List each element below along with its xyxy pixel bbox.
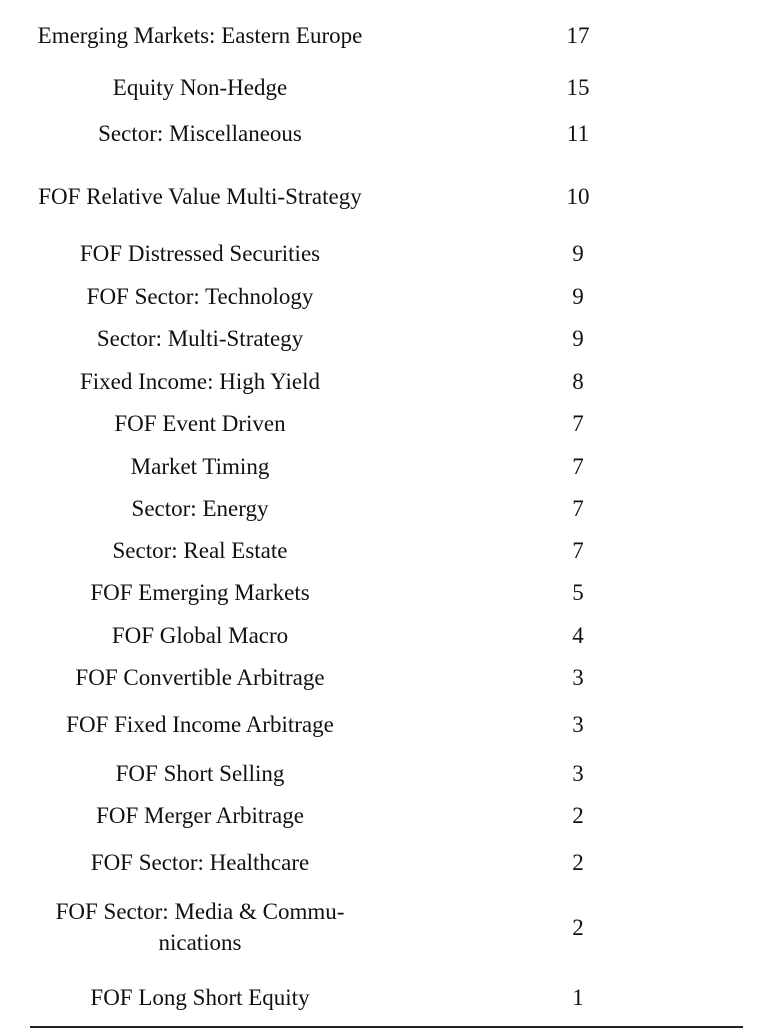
table-row xyxy=(30,847,766,878)
strategy-label: FOF Relative Value Multi-Strategy xyxy=(38,183,362,209)
count-value: 7 xyxy=(572,454,584,479)
strategy-label: Sector: Real Estate xyxy=(112,538,288,563)
count-value: 11 xyxy=(566,121,590,146)
table-row xyxy=(30,451,766,482)
table-row xyxy=(30,165,766,227)
table-row xyxy=(30,281,766,312)
strategy-label: FOF Long Short Equity xyxy=(90,985,310,1010)
count-value: 3 xyxy=(572,665,584,690)
count-value: 7 xyxy=(572,496,584,521)
table-row xyxy=(30,323,766,354)
count-value: 7 xyxy=(572,411,584,436)
count-value: 17 xyxy=(566,22,590,48)
strategy-label: FOF Merger Arbitrage xyxy=(96,803,304,828)
count-value: 2 xyxy=(572,850,584,875)
strategy-label: Sector: Multi-Strategy xyxy=(96,326,304,351)
table-row xyxy=(30,577,766,608)
strategy-label: FOF Fixed Income Arbitrage xyxy=(66,712,334,737)
table-row xyxy=(30,982,766,1013)
count-value: 2 xyxy=(572,803,584,828)
count-value: 2 xyxy=(572,914,584,940)
strategy-label: FOF Sector: Technology xyxy=(86,284,314,309)
table-row xyxy=(30,709,766,740)
strategy-label: FOF Event Driven xyxy=(114,411,286,436)
strategy-label: FOF Short Selling xyxy=(115,761,285,786)
table-row xyxy=(30,493,766,524)
strategy-label: Fixed Income: High Yield xyxy=(80,369,320,394)
table-row xyxy=(30,72,766,103)
count-value: 5 xyxy=(572,580,584,605)
table-row xyxy=(30,620,766,651)
table-row xyxy=(30,758,766,789)
count-value: 15 xyxy=(566,75,590,100)
count-value: 7 xyxy=(572,538,584,563)
table-row xyxy=(30,408,766,439)
table-row xyxy=(30,896,766,958)
table-row xyxy=(30,535,766,566)
count-value: 8 xyxy=(572,369,584,394)
table-bottom-rule xyxy=(30,1026,743,1028)
strategy-label: FOF Sector: Media & Commu-nications xyxy=(55,899,345,955)
count-value: 10 xyxy=(566,183,590,209)
table-row xyxy=(30,800,766,831)
table-row xyxy=(30,662,766,693)
count-value: 9 xyxy=(572,326,584,351)
strategy-label: Market Timing xyxy=(130,454,270,479)
strategy-label: FOF Emerging Markets xyxy=(90,580,310,605)
strategy-label: FOF Convertible Arbitrage xyxy=(75,665,325,690)
count-value: 1 xyxy=(572,985,584,1010)
strategy-label: Emerging Markets: Eastern Europe xyxy=(37,22,363,48)
table-row xyxy=(30,4,766,66)
count-value: 9 xyxy=(572,284,584,309)
count-value: 4 xyxy=(572,623,584,648)
strategy-label: Sector: Miscellaneous xyxy=(98,121,302,146)
strategy-label: Equity Non-Hedge xyxy=(112,75,288,100)
strategy-label: FOF Sector: Healthcare xyxy=(90,850,310,875)
count-value: 3 xyxy=(572,712,584,737)
strategy-label: FOF Global Macro xyxy=(111,623,289,648)
table-row xyxy=(30,238,766,269)
count-value: 9 xyxy=(572,241,584,266)
strategy-label: FOF Distressed Securities xyxy=(79,241,321,266)
table-row xyxy=(30,366,766,397)
table-row xyxy=(30,118,766,149)
strategy-label: Sector: Energy xyxy=(131,496,269,521)
count-value: 3 xyxy=(572,761,584,786)
